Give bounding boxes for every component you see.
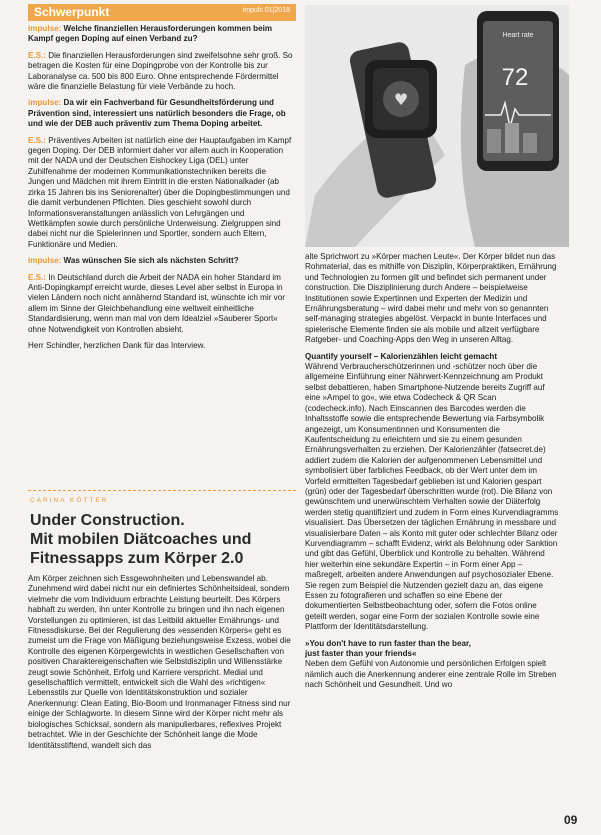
- phone-bpm: 72: [501, 64, 529, 91]
- subheading-quantify: Quantify yourself – Kalorienzählen leicht gemacht: [305, 351, 498, 361]
- smartwatch-photo: [305, 5, 569, 247]
- phone-label: Heart rate: [502, 32, 534, 39]
- article-headline: Under Construction. Mit mobilen Diätcoaches und Fitnessapps zum Körper 2.0: [30, 512, 252, 567]
- question-3: impulse: Was wünschen Sie sich als nächsten Schritt?: [28, 256, 239, 266]
- page-number: 09: [564, 813, 578, 827]
- article-bear-text: Neben dem Gefühl von Autonomie und persönlichen Erfolgen spielt nämlich auch die Anerkennung anderer eine zentrale Rolle im Streben nach Schönheit und Gesundheit. Und wo: [305, 659, 557, 690]
- article-quantify-text: Während Verbraucherschützerinnen und -schützer noch über die allgemeine Einführung einer Nährwert-Kennzeichnung am Produkt selbst debattieren, haben Smartphone-Nutzende bereits Zugriff auf eine »Ampel to go«, wie etwa Codecheck & QR Scan (codecheck.info). Nach Einscannen des Barcodes werden die Inhaltsstoffe sowie die entsprechende Bewertung via Farbsymbolik angezeigt, um Konsumentinnen und Konsumenten die Kaufentscheidung zu erleichtern und sie zu einem gesunden Ernährungsverhalten zu erziehen. Der Kalorienzähler (fatsecret.de) addiert zudem die Kalorien der aufgenommenen Lebensmittel und symbolisiert über farbliches Feedback, ob der Wert unter dem im Vorfeld ermittelten Tagesbedarf geblieben ist und Kalorien gespart (grün) oder der Tagesbedarf überschritten wurde (rot). Die Bilanz von gewünschtem und unerwünschtem Verhalten sowie der Diäterfolg werden stetig quantifiziert und zudem in Form eines Kurvendiagramms visualisiert. Das Übersetzen der täglichen Ernährung in messbare und visualisierbare Daten – als Konto mit guter oder schlechter Bilanz oder Kurvendiagramm – schafft Evidenz, wirkt als Belohnung oder Sanktion und gibt das Gefühl, Überblick und Kontrolle zu behalten. Während hier weiterhin eine sekundäre Expertin – in Form einer App – maßregelt, arbeiten andere Anwendungen auf psychosozialer Ebene. Sie regen zum Beispiel die Nutzenden gezielt dazu an, das eigene Essen zu fotografieren und schaffen so eine Ebene der dokumentierten Selbstbeobachtung oder, sofern die Fotos online geteilt werden, sogar eine Form der sozialen Kontrolle sowie eine Plattform der Identitätsdarstellung.: [305, 362, 559, 632]
- article-divider: [28, 490, 296, 491]
- article-right-column: [305, 252, 559, 697]
- answer-2: E.S.: Präventives Arbeiten ist natürlich eine der Hauptaufgaben im Kampf gegen Doping. Der DEB informiert daher vor allem auch in Kooperation mit der NADA und der Deutschen Eishockey Liga (DEL) unter Zuhilfenahme der modernen Kommunikationstechniken bereits die Jungen und Mädchen mit ihrem Eintritt in die ersten Nationalkader (ab zirka 15 Jahren bis ins Seniorenalter) über die Dopingbestimmungen und die damit verbundenen Pflichten. Dies geschieht sowohl durch Informationsveranstaltungen anlässlich von Lehrgängen und Wettkämpfen sowie durch persönliche Unterweisung. Zielgruppen sind dabei nicht nur die Spielerinnen und Sportler, sondern auch Eltern, Funktionäre und Medien.: [28, 135, 292, 249]
- article-intro: Am Körper zeichnen sich Essgewohnheiten und Lebenswandel ab. Zunehmend wird dabei nicht nur ein definiertes Schönheitsideal, sondern vielmehr die vom Individuum erbrachte Leistung beurteilt. Des Körpers habhaft zu werden, ihn unter Kontrolle zu bringen und ihn nach eigenen Vorstellungen zu optimieren, ist das Leitbild aktueller Ernährungs- und Fitnessdiskurse. Bei der Regulierung des »essenden Körpers« geht es zumeist um die Frage von Mäßigung beziehungsweise Exzess, wobei die Kontrolle des eigenen Körpergewichts in westlichen Gesellschaften von positiven Charaktereigenschaften wie Selbstdisziplin und Willensstärke zeugt sowie Schönheit, Erfolg und Karriere verspricht. Medial und gesellschaftlich vermittelt, entwickelt sich die Wahl des »richtigen« Lebensstils zur Quelle von Identitätskonstruktion und sozialer Anerkennung: Clean Eating, Bio-Boom und Ironmanager Fitness sind nur einige der Schlagworte. In diesem Sinne wird der Körper nicht mehr als biologisches Schicksal, sondern als manipulierbares, reflexives Projekt betrachtet. Wie in der Geschichte der Schönheit lange die Mode Identitätsstiftend, wandelt sich das: [28, 574, 291, 750]
- question-1: impulse: Welche finanziellen Herausforderungen kommen beim Kampf gegen Doping auf einen Verband zu?: [28, 24, 273, 44]
- answer-3: E.S.: In Deutschland durch die Arbeit der NADA ein hoher Standard im Anti-Dopingkampf erreicht wurde, dieses Level aber selbst in Europa in vielen Ländern noch nicht annähernd Standard ist, wünschte ich mir vor allem im Sinne der Gleichbehandlung eine weltweit einheitliche Standardisierung, wenn man mal von dem Idealziel »Sauberer Sport« ohne Notwendigkeit von Kontrollen absieht.: [28, 272, 285, 334]
- article-left-column: [28, 574, 294, 757]
- article-right-intro: alte Sprichwort zu »Körper machen Leute«. Der Körper bildet nun das Rohmaterial, das es mithilfe von Disziplin, Körperpraktiken, Ernährung und Technologien zu formen gilt und befindet sich permanent under construction. Die Disziplinierung durch Andere – beispielweise Institutionen sowie Expertinnen und Experten der Medizin und Ernährungsberatung – wird dabei mehr und mehr von so genannten self-managing strategies abgelöst. Verpackt in bunte Interfaces und spielerische Elemente finden sie als mobile und allzeit verfügbare Ratgeber- und Coaching-Apps den Weg in unseren Alltag.: [305, 252, 557, 345]
- section-header-bar: [28, 4, 296, 21]
- interview-thanks: Herr Schindler, herzlichen Dank für das Interview.: [28, 340, 206, 350]
- issue-label: impuls 01|2018: [242, 7, 290, 14]
- article-author: CARINA KÖTTER: [30, 497, 109, 504]
- section-label: Schwerpunkt: [34, 5, 110, 19]
- answer-1: E.S.: Die finanziellen Herausforderungen sind zweifelsohne sehr groß. So betragen die Kosten für eine Dopingprobe von der Kontrolle bis zur Laboranalyse ca. 500 bis 800 Euro. Ohne entsprechende Fördermittel wäre die finanzielle Belastung für viele Verbände zu hoch.: [28, 50, 293, 92]
- photo-illustration: [305, 5, 569, 247]
- question-2: impulse: Da wir ein Fachverband für Gesundheitsförderung und Prävention sind, interessiert uns natürlich besonders die Frage, ob und wie der DEB auch präventiv zum Thema Doping arbeitet.: [28, 98, 286, 129]
- watch-heart-icon: ♥: [393, 90, 409, 109]
- subheading-bear: »You don't have to run faster than the bear, just faster than your friends«: [305, 638, 471, 659]
- interview-column: [28, 24, 294, 357]
